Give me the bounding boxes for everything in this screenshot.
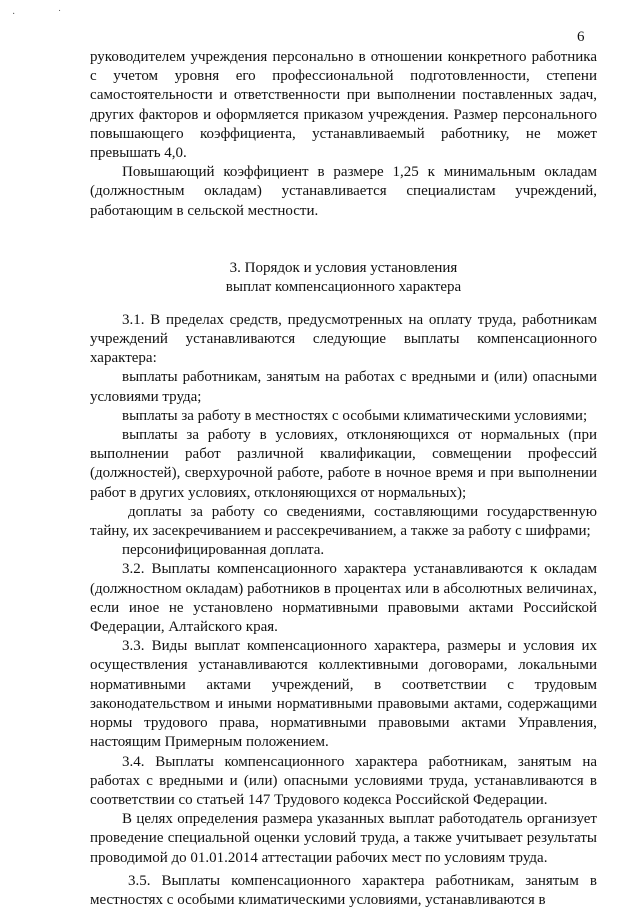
list-item-abnormal-conditions: выплаты за работу в условиях, отклоняющихся от нормальных (при выполнении работ различной квалификации, совмещении профессий (должностей), сверхурочной работе, работе в ночное время и при выполнении работ в других условиях, отклоняющихся от нормальных); bbox=[90, 427, 597, 501]
paragraph-continued: руководителем учреждения персонально в отношении конкретного работника с учетом уровня его профессиональной подготовленности, степени самостоятельности и ответственности при выполнении поставленных задач, других факторов и оформляется приказом учреждения. Размер персонального повышающего коэффициента, устанавливаемый работнику, не может превышать 4,0. bbox=[90, 49, 597, 162]
list-item-harmful-conditions: выплаты работникам, занятым на работах с вредными и (или) опасными условиями труда; bbox=[90, 369, 597, 405]
document-body bbox=[90, 48, 597, 910]
list-item-climate-conditions: выплаты за работу в местностях с особыми климатическими условиями; bbox=[122, 407, 588, 424]
section-heading-line-2: выплат компенсационного характера bbox=[225, 278, 462, 295]
list-item-personal-bonus: персонифицированная доплата. bbox=[122, 542, 325, 559]
paragraph-assessment: В целях определения размера указанных выплат работодатель организует проведение специальной оценки условий труда, а также учитывает результаты проводимой до 01.01.2014 аттестации рабочих мест по условиям труда. bbox=[90, 811, 597, 866]
paragraph-3-5: 3.5. Выплаты компенсационного характера работникам, занятым в местностях с особыми климатическими условиями, устанавливаются в bbox=[90, 872, 597, 908]
paragraph-3-4: 3.4. Выплаты компенсационного характера работникам, занятым на работах с вредными и (или) опасными условиями труда, устанавливаются в соответствии со статьей 147 Трудового кодекса Российской Федерации. bbox=[90, 753, 597, 808]
section-heading-line-1: 3. Порядок и условия установления bbox=[229, 259, 458, 276]
paragraph-3-1: 3.1. В пределах средств, предусмотренных на оплату труда, работникам учреждений устанавливаются следующие выплаты компенсационного характера: bbox=[90, 311, 597, 367]
page-number: 6 bbox=[577, 29, 585, 45]
section-heading bbox=[90, 259, 597, 297]
scan-corner-marks: · ˙ bbox=[12, 9, 82, 20]
list-item-state-secret: доплаты за работу со сведениями, составляющими государственную тайну, их засекречиванием и рассекречиванием, а также за работу с шифрами; bbox=[90, 503, 597, 540]
paragraph-3-2: 3.2. Выплаты компенсационного характера устанавливаются к окладам (должностном окладам) работников в процентах или в абсолютных величинах, если иное не установлено нормативными правовыми актами Российской Федерации, Алтайского края. bbox=[90, 561, 597, 636]
paragraph-3-3: 3.3. Виды выплат компенсационного характера, размеры и условия их осуществления устанавливаются коллективными договорами, локальными нормативными актами учреждений, в соответствии с трудовым законодательством и иными нормативными правовыми актами, содержащими нормы трудового права, нормативными правовыми актами Управления, настоящим Примерным положением. bbox=[90, 638, 597, 751]
paragraph-rural-coefficient: Повышающий коэффициент в размере 1,25 к минимальным окладам (должностным окладам) устанавливается специалистам учреждений, работающим в сельской местности. bbox=[90, 164, 597, 219]
